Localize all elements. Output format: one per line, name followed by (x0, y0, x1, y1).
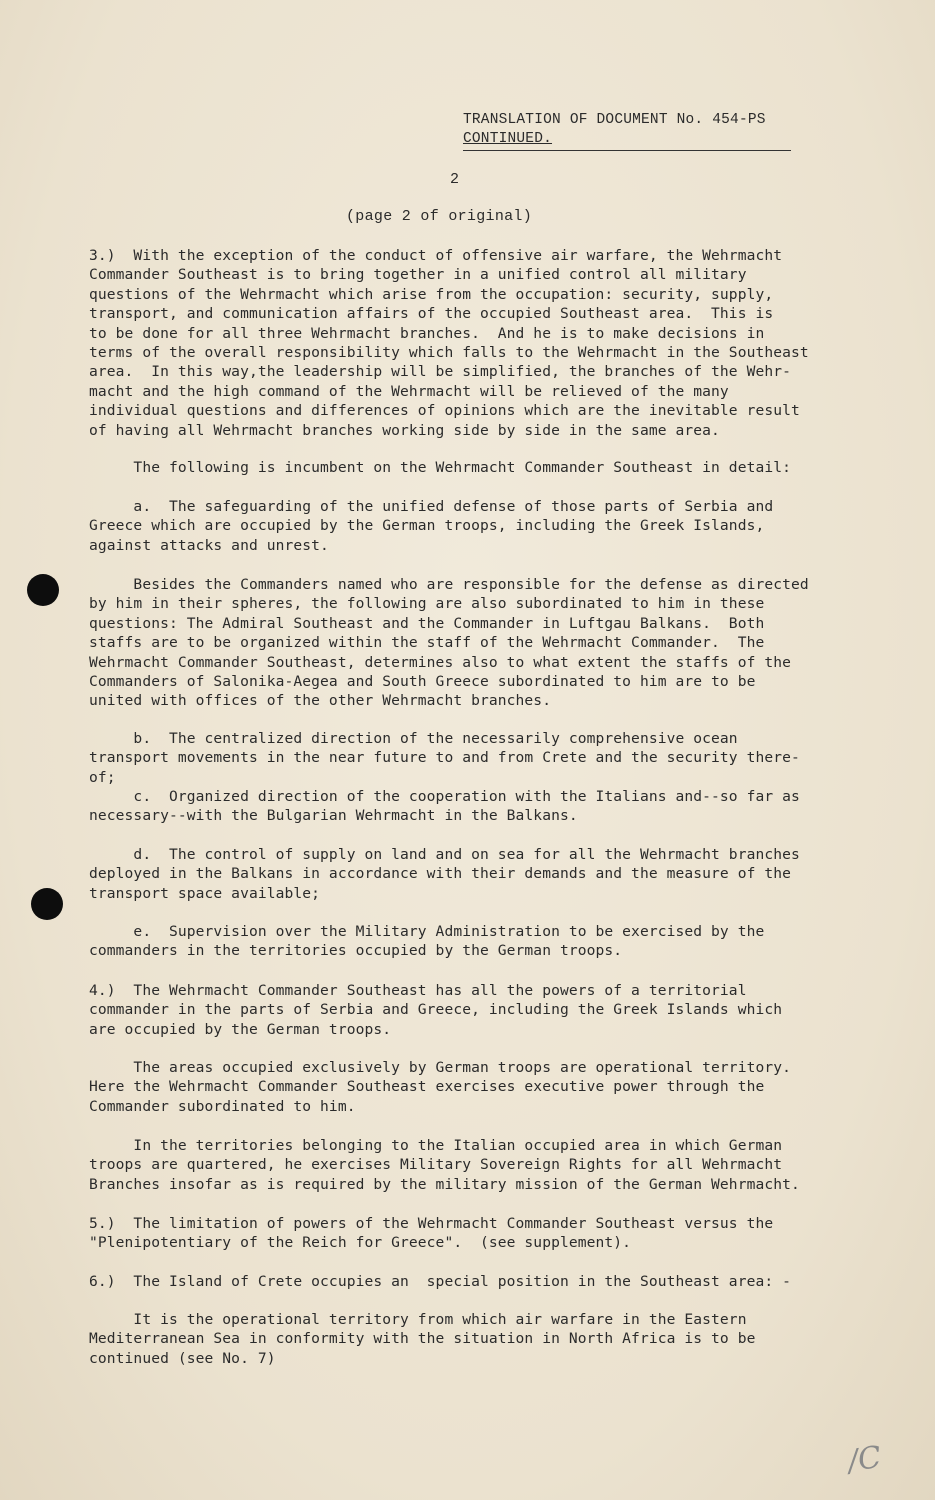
paragraph-besides: Besides the Commanders named who are responsible for the defense as directed by him in their spheres, the following are also subordinated to him in these questions: The Admiral Southeast and the Commander in Luftgau Balkans. Both staffs are to be organized within the staff of the Wehrmacht Commander. The Wehrmacht Commander Southeast, determines also to what extent the staffs of the Commanders of Salonika-Aegea and South Greece subordinated to him are to be united with offices of the other Wehrmacht branches. (89, 576, 809, 710)
punch-hole (27, 574, 59, 606)
item-c: c. Organized direction of the cooperation with the Italians and--so far as necessary--with the Bulgarian Wehrmacht in the Balkans. (89, 788, 800, 825)
handwritten-mark: /C (845, 1439, 884, 1480)
item-e: e. Supervision over the Military Administration to be exercised by the commanders in the territories occupied by the German troops. (89, 923, 765, 960)
document-header (463, 108, 791, 151)
punch-hole (31, 888, 63, 920)
paragraph-3: 3.) With the exception of the conduct of offensive air warfare, the Wehrmacht Commander Southeast is to bring together in a unified control all military questions of the Wehrmacht which arise from the occupation: security, supply, transport, and communication affairs of the occupied Southeast area. This is to be done for all three Wehrmacht branches. And he is to make decisions in terms of the overall responsibility which falls to the Wehrmacht in the Southeast area. In this way,the leadership will be simplified, the branches of the Wehr- macht and the high command of the Wehrmacht will be relieved of the many individual questions and differences of opinions which are the inevitable result of having all Wehrmacht branches working side by side in the same area. (89, 247, 809, 439)
item-d: d. The control of supply on land and on sea for all the Wehrmacht branches deployed in the Balkans in accordance with their demands and the measure of the transport space available; (89, 846, 800, 902)
item-b: b. The centralized direction of the necessarily comprehensive ocean transport movements in the near future to and from Crete and the security there- of; (89, 730, 800, 786)
paragraph-areas: The areas occupied exclusively by German troops are operational territory. Here the Wehrmacht Commander Southeast exercises executive power through the Commander subordinated to him. (89, 1059, 792, 1115)
header-rule (463, 149, 791, 151)
header-continued: CONTINUED. (463, 131, 553, 147)
paragraph-4: 4.) The Wehrmacht Commander Southeast has all the powers of a territorial commander in the parts of Serbia and Greece, including the Greek Islands which are occupied by the German troops. (89, 982, 783, 1038)
paragraph-italian: In the territories belonging to the Italian occupied area in which German troops are quartered, he exercises Military Sovereign Rights for all Wehrmacht Branches insofar as is required by the military mission of the German Wehrmacht. (89, 1137, 800, 1193)
item-a: a. The safeguarding of the unified defense of those parts of Serbia and Greece which are occupied by the German troops, including the Greek Islands, against attacks and unrest. (89, 498, 774, 554)
page-number: 2 (450, 171, 460, 188)
paragraph-following: The following is incumbent on the Wehrmacht Commander Southeast in detail: (89, 459, 792, 476)
header-title: TRANSLATION OF DOCUMENT No. 454-PS (463, 112, 766, 128)
paragraph-5: 5.) The limitation of powers of the Wehrmacht Commander Southeast versus the "Plenipotentiary of the Reich for Greece". (see supplement). (89, 1215, 774, 1252)
original-page-note: (page 2 of original) (346, 208, 533, 225)
paragraph-6: 6.) The Island of Crete occupies an special position in the Southeast area: - (89, 1273, 792, 1290)
paragraph-crete: It is the operational territory from which air warfare in the Eastern Mediterranean Sea in conformity with the situation in North Africa is to be continued (see No. 7) (89, 1311, 756, 1367)
